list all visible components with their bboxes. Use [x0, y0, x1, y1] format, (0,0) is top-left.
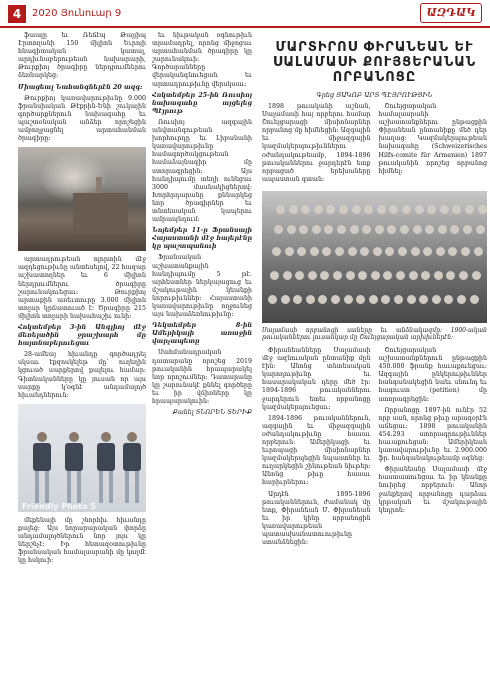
feature-byline: Գրեց ՅԱԿՈԲ ԱՐՏ ՊԷՅՐՈՒԹՑԻՆ	[316, 91, 433, 99]
child-face	[276, 205, 285, 214]
child-face	[459, 271, 468, 280]
column-1	[18, 32, 146, 668]
photo-caption: Սալամասի որբանոցի սաները եւ անձնակազմը: 1900-ական թուականներու լուսանկար մը Շուեյցարական արխիւներէն:	[262, 326, 487, 342]
child-face	[438, 225, 447, 234]
article-paragraph: Որբանոցը 1897-ին ունէր 52 որբ սան, որոնց թիւը արագօրէն աճեցաւ: 1898 թուականին 454.293 ստորագրութիւններ հաւաքուեցան: Ամերիկեան կառավարութիւնը եւ 2.900.000 ֆր. հանգանակութեամբ օգնեց:	[378, 406, 487, 463]
article-paragraph: Սահմանադրական դատարանը որոշեց 2019 թուականին հրապարակել նոր որոշումներ: Դատարանը կը շարունակէ քննել գործերը եւ իր վճիռները կը հրապարակուին:	[152, 349, 252, 406]
child-face	[381, 295, 390, 304]
child-face	[444, 295, 453, 304]
column-3-feature	[262, 32, 487, 668]
child-face	[339, 205, 348, 214]
child-face	[407, 295, 416, 304]
child-face	[425, 225, 434, 234]
child-face	[308, 271, 317, 280]
child-face	[310, 247, 319, 256]
child-face	[402, 205, 411, 214]
child-face	[352, 205, 361, 214]
child-face	[472, 271, 481, 280]
person-figure	[64, 432, 84, 506]
child-face	[383, 271, 392, 280]
page-header	[0, 0, 490, 28]
factory-building	[73, 193, 128, 233]
child-face	[322, 247, 331, 256]
article-paragraph: եւ նիւթական օգնութիւն տրամադրել, որոնց միջոցաւ արտահանման ծրագիրը կը շարունակուի: Գործարանները վերականգնուեցան եւ արտադրութիւնը վերսկսաւ:	[152, 32, 252, 88]
child-face	[295, 271, 304, 280]
orphanage-group-photo	[262, 191, 487, 323]
child-face	[427, 205, 436, 214]
article-paragraph: 1898 թուականի աշնան, Սալամասի հայ որբերու համար Շուեյցարացի միսիոնարներ որբանոց մը հիմնեցին: Ազգային եւ միջազգային կազմակերպութիւններու օժանդակութեամբ, 1894-1896 թուականներու ջարդերէն ետք որբացած երեխաները ապաստան գտան:	[262, 103, 371, 183]
child-face	[419, 295, 428, 304]
child-face	[396, 271, 405, 280]
child-face	[415, 205, 424, 214]
child-face	[436, 247, 445, 256]
child-face	[452, 205, 461, 214]
child-face	[432, 295, 441, 304]
child-face	[283, 271, 292, 280]
child-face	[448, 247, 457, 256]
child-face	[287, 225, 296, 234]
child-face	[369, 295, 378, 304]
child-face	[413, 225, 422, 234]
child-face	[306, 295, 315, 304]
child-face	[331, 295, 340, 304]
child-face	[335, 247, 344, 256]
child-face	[348, 247, 357, 256]
exoskeleton-photo	[18, 404, 146, 512]
child-face	[337, 225, 346, 234]
child-face	[446, 271, 455, 280]
article-paragraph: 1894-1896 թուականներուն, ազգային եւ միջազգային օժանդակութիւնը հասաւ որբերուն: Ամերիկացի եւ եւրոպացի միսիոնարներ կազմակերպեցին նպաստներ եւ ուղարկեցին շինութեան նիւթեր: Անոնց թիւը հասաւ հարիւրներու:	[262, 414, 371, 487]
article-paragraph: մեքենայի մը շնորհիւ հիւանդը քալեց: Այս նորարարական փորձը անդամալոյծներուն նոր յոյս կը ներշնչէ: Իր հետազօտութիւնը ֆրանսական համալսարանի մը կողմէ կը հսկուի:	[18, 516, 146, 565]
child-face	[375, 225, 384, 234]
article-paragraph: Փիրանեանները Սալամասի մէջ ազնուական ընտանիք մըն էին: Անոնց տնտեսական կարողութիւնը եւ հասարակական դերը մեծ էր: 1894-1896 թուականներու ջարդերուն ետեւ որբանոցը կազմակերպուեցաւ:	[262, 346, 371, 411]
child-face	[312, 225, 321, 234]
child-face	[461, 247, 470, 256]
news-subheading: Միացեալ Նահանգներէն 20 ազգ:	[18, 83, 143, 91]
article-paragraph: Արդէն 1895-1896 թուականներուն, ժամանակ մը ետք, Փիրանեան Մ. Փիրանեան եւ իր կինը որբանոցին կառավարութեան պատասխանատուութիւնը ստանձնեցին:	[262, 490, 371, 547]
child-face	[389, 205, 398, 214]
news-subheading: Նոյեմբեր 11-ը Ֆրանսայի Հայաստանի մէջ հայերէնը կը պաշտպանուի	[152, 227, 252, 251]
child-face	[346, 271, 355, 280]
child-face	[301, 205, 310, 214]
article-paragraph: արտադրութեան ոլորտին մէջ ազդեցութիւնը անտեսելով, 22 հազար աշխատողներ եւ 6 միլիոն ներդրումներու ծրագիրը շարունակուեցաւ: Թուրքիոյ արտաքին առեւտուրը 3.000 միլիոն տոլար կրճատուած է: Ծրագիրը 215 միլիոն տոլարի նախահաշիւ ունի:	[18, 256, 146, 320]
child-face	[474, 247, 483, 256]
article-paragraph: Թուրքիոյ կառավարութիւնը 9.000 ֆրանսիական Թէքրին-Ենի շուկային գործարքներուն նախագահը եւ պաշտօնական անձեր որոշեցին ամբողջացնել արտահանման ծրագիրը:	[18, 94, 146, 143]
child-face	[320, 271, 329, 280]
child-face	[324, 225, 333, 234]
child-face	[400, 225, 409, 234]
article-paragraph: Շուեյցարական համալսարանի աշխատանքներու ընթացքին Փիրանեան ընտանիքը մեծ դեր խաղաց: Կազմակերպութեան նախագահը (Schweizerisches Hilfs-comite für Armenien) 1897 թուականին որոշեց որբանոց հիմնել:	[378, 103, 487, 175]
photo-watermark: Friendly Photo 5	[22, 501, 96, 511]
child-face	[364, 205, 373, 214]
child-face	[450, 225, 459, 234]
newspaper-logo[interactable]: ԱԶԴԱԿ	[420, 3, 482, 23]
child-face	[457, 295, 466, 304]
article-paragraph: 28-ամեայ հիւանդը գործադրել սկսաւ էքզոսկելեթ մը՝ ուղեղին կցուած սարքերով քալելու համար: Գիտնականները կը յուսան որ այս սարքը կ՚օգնէ անդամալոյծ հիւանդներուն:	[18, 351, 146, 399]
news-subheading: Հոկտեմբեր 3-ին Անգլիոյ մէջ մեռելածին ջրաշխարհ մը հայտնաբերուեցաւ	[18, 323, 146, 348]
person-figure	[96, 432, 116, 506]
child-face	[421, 271, 430, 280]
child-face	[272, 247, 281, 256]
child-face	[274, 225, 283, 234]
feature-body	[262, 347, 487, 550]
child-face	[423, 247, 432, 256]
child-face	[360, 247, 369, 256]
issue-date: 2020 Յունուար 9	[32, 8, 122, 19]
child-face	[465, 205, 474, 214]
child-face	[373, 247, 382, 256]
feature-intro	[262, 103, 487, 187]
article-paragraph: Շուեյցարական աշխատանքներուն ընթացքին 450.000 ֆրանք հաւաքուեցաւ: Ազգային ընկերութիւններ հանգանակեցին նաեւ սնունդ եւ հագուստ (petition) մը ստորագրեցին:	[378, 346, 487, 403]
child-face	[398, 247, 407, 256]
news-subheading: Հոկտեմբեր 25-ին Ռուսիոյ նախագահը այցելեց Պէյրութ	[152, 91, 252, 115]
child-face	[289, 205, 298, 214]
child-face	[281, 295, 290, 304]
page-number: 4	[8, 5, 26, 23]
article-signature: Քանել ՏՆՈՐԵՆ ՏԵՐԻՔ	[172, 409, 252, 417]
child-face	[297, 247, 306, 256]
child-face	[371, 271, 380, 280]
child-face	[377, 205, 386, 214]
child-face	[411, 247, 420, 256]
column-2	[152, 32, 252, 668]
child-face	[476, 225, 485, 234]
child-face	[318, 295, 327, 304]
child-face	[387, 225, 396, 234]
person-figure	[32, 432, 52, 506]
article-paragraph: Ֆրանսական աշխատանքային հանդիպումը 5 թէ. արհեստներ ներկայացուց եւ մշակութային կեանքի նորութիւններ: Հայաստանի կառավարութիւնը ողջունեց այս նախաձեռնութիւնը:	[152, 254, 252, 319]
child-face	[463, 225, 472, 234]
child-face	[478, 205, 487, 214]
factory-fire-photo	[18, 147, 146, 251]
child-face	[285, 247, 294, 256]
child-face	[350, 225, 359, 234]
news-subheading: Դեկտեմբեր 8-ին Ամերիկայի առաջին վարչապետը	[152, 322, 252, 346]
child-face	[314, 205, 323, 214]
child-face	[362, 225, 371, 234]
child-face	[356, 295, 365, 304]
child-face	[434, 271, 443, 280]
article-paragraph: Փիրանեանը Սալամասի մէջ հաստատուեցաւ եւ իր կեանքը նուիրեց որբերուն: Անոր ջանքերով որբանոցը դարձաւ կրթական եւ մշակութային կեդրոն:	[378, 466, 487, 514]
article-paragraph: Ռուսիոյ ազգային անվտանգութեան խորհուրդը եւ Լիբանանի կառավարութիւնը համագործակցութեան համաձայնագիր մը ստորագրեցին: Այս հանդիպումը տեղի ունեցաւ 3000 մասնակիցներով: Խորհրդարանը քննարկեց նոր ծրագիրներ եւ տնտեսական կապերու ամրապնդում:	[152, 118, 252, 224]
child-face	[470, 295, 479, 304]
child-face	[268, 295, 277, 304]
child-face	[326, 205, 335, 214]
child-face	[409, 271, 418, 280]
child-face	[394, 295, 403, 304]
child-face	[358, 271, 367, 280]
child-face	[299, 225, 308, 234]
child-face	[293, 295, 302, 304]
child-face	[270, 271, 279, 280]
child-face	[385, 247, 394, 256]
child-face	[440, 205, 449, 214]
person-figure	[122, 432, 142, 506]
child-face	[344, 295, 353, 304]
child-face	[333, 271, 342, 280]
feature-headline: ՄԱՐՏԻՐՈՍ ՓԻՐԱՆԵԱՆ ԵՒ ՍԱԼԱՄԱՍԻ ՔՈՒՅՑԵՐԱՆԱՆ ՈՐԲԱՆՈՑԸ	[272, 40, 477, 85]
article-paragraph: ֆաալը եւ Ռեճէպ Թայյիպ Էրտողանի 150 միլիոն Եւրոյի հնագիտական կատալ, արդիւնաբերութեան նախարարի, Թուրքիոյ ծրագիրը ներդրումներու ձեռնարկեց:	[18, 32, 146, 80]
